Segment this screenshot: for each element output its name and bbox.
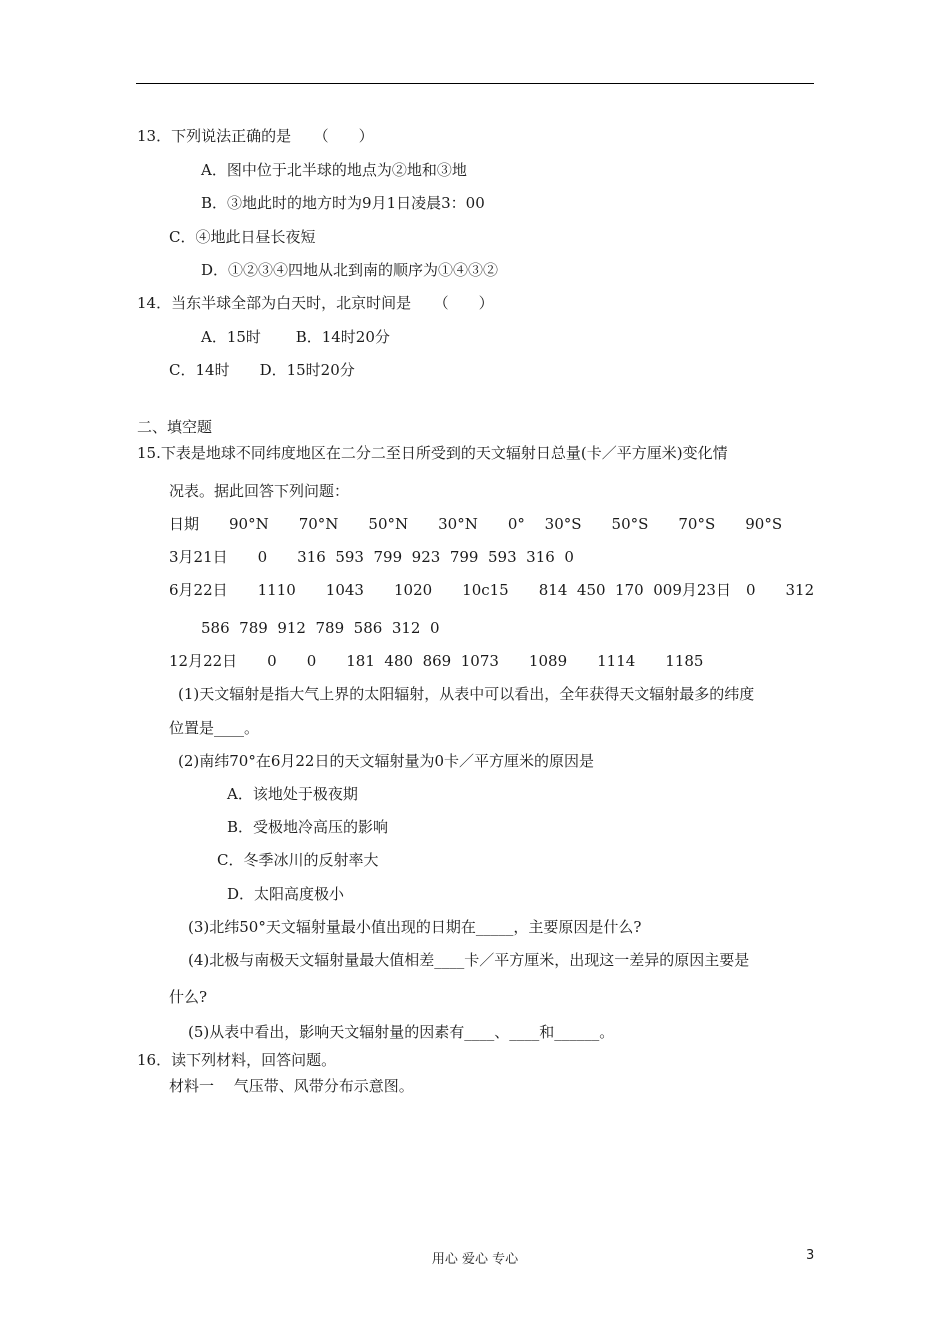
q15-part2-option-b: B．受极地冷高压的影响 [227, 818, 389, 836]
header-rule [136, 83, 814, 84]
q16-stem: 16．读下列材料，回答问题。 [137, 1051, 337, 1069]
table-row-dec22: 12月22日 0 0 181 480 869 1073 1089 1114 1185 [169, 652, 704, 670]
q14-options-ab: A．15时 B．14时20分 [201, 328, 390, 346]
q15-part2-option-d: D．太阳高度极小 [227, 885, 345, 903]
footer-motto: 用心 爱心 专心 [431, 1252, 519, 1267]
q15-stem-line2: 况表。据此回答下列问题： [169, 482, 350, 500]
table-row-sep23: 586 789 912 789 586 312 0 [201, 619, 440, 637]
q15-part5: (5)从表中看出，影响天文辐射量的因素有____、____和______。 [188, 1023, 615, 1041]
q14-stem: 14．当东半球全部为白天时，北京时间是 （ ） [137, 294, 494, 312]
q15-part3: (3)北纬50°天文辐射量最小值出现的日期在_____，主要原因是什么? [188, 918, 642, 936]
q15-part2-option-c: C．冬季冰川的反射率大 [217, 851, 379, 869]
q13-stem: 13．下列说法正确的是 （ ） [137, 127, 374, 145]
q15-stem-line1: 15.下表是地球不同纬度地区在二分二至日所受到的天文辐射日总量(卡／平方厘米)变化情 [137, 444, 728, 462]
q15-part4-line2: 什么? [169, 988, 208, 1006]
page-number: 3 [806, 1248, 815, 1263]
q15-part1-line2: 位置是____。 [169, 719, 260, 737]
q15-part2-stem: (2)南纬70°在6月22日的天文辐射量为0卡／平方厘米的原因是 [178, 752, 595, 770]
q14-options-cd: C．14时 D．15时20分 [169, 361, 355, 379]
table-row-mar21: 3月21日 0 316 593 799 923 799 593 316 0 [169, 548, 574, 566]
table-header-row: 日期 90°N 70°N 50°N 30°N 0° 30°S 50°S 70°S 90°S [169, 515, 783, 533]
section-title: 二、填空题 [137, 418, 213, 436]
q15-part2-option-a: A．该地处于极夜期 [227, 785, 358, 803]
q13-option-c: C．④地此日昼长夜短 [169, 228, 316, 246]
q13-option-a: A．图中位于北半球的地点为②地和③地 [201, 161, 467, 179]
q13-option-b: B．③地此时的地方时为9月1日凌晨3：00 [201, 194, 485, 212]
q15-part1-line1: (1)天文辐射是指大气上界的太阳辐射，从表中可以看出，全年获得天文辐射最多的纬度 [178, 685, 755, 703]
q15-part4-line1: (4)北极与南极天文辐射量最大值相差____卡／平方厘米，出现这一差异的原因主要是 [188, 951, 750, 969]
q13-option-d: D．①②③④四地从北到南的顺序为①④③② [201, 261, 499, 279]
table-row-jun22: 6月22日 1110 1043 1020 10c15 814 450 170 009月23日 0 312 [169, 581, 815, 599]
q16-material1: 材料一 气压带、风带分布示意图。 [169, 1077, 414, 1095]
